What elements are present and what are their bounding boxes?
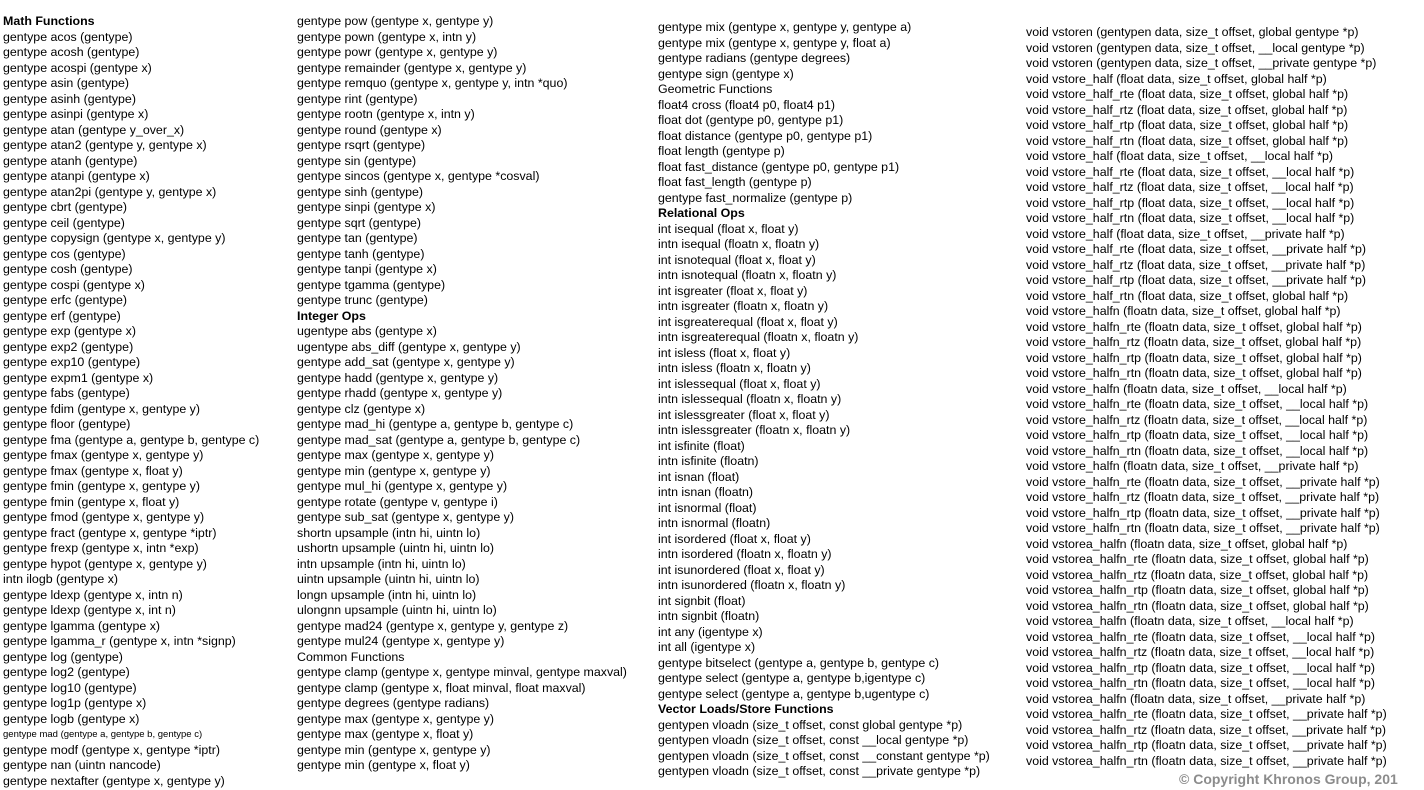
function-signature: gentype cosh (gentype) (3, 262, 133, 276)
function-signature: gentype fabs (gentype) (3, 386, 130, 400)
function-signature: int isnotequal (float x, float y) (658, 252, 816, 267)
function-signature: gentype atanh (gentype) (3, 153, 138, 168)
function-signature: float length (gentype p) (658, 144, 785, 158)
function-signature: gentype fmax (gentype x, float y) (3, 463, 183, 478)
function-signature: gentype acospi (gentype x) (3, 60, 152, 75)
function-signature: gentype expm1 (gentype x) (3, 370, 154, 385)
function-signature: void vstore_halfn_rtp (floatn data, size_t offset, __private half *p) (1026, 505, 1380, 520)
function-signature: gentype radians (gentype degrees) (658, 51, 851, 65)
function-signature: gentype fmod (gentype x, gentype y) (3, 510, 205, 524)
function-signature: gentype fmin (gentype x, float y) (3, 494, 180, 509)
function-signature: void vstorea_halfn_rtp (floatn data, size_t offset, global half *p) (1026, 583, 1369, 597)
function-signature: gentype tgamma (gentype) (297, 277, 446, 292)
function-signature: void vstore_halfn_rtz (floatn data, size_t offset, __local half *p) (1026, 412, 1368, 427)
function-signature: void vstoren (gentypen data, size_t offset, __private gentype *p) (1026, 56, 1377, 70)
function-signature: gentype pown (gentype x, intn y) (297, 29, 477, 44)
function-signature: void vstore_half_rtp (float data, size_t offset, __private half *p) (1026, 273, 1367, 287)
function-signature: gentype sign (gentype x) (658, 66, 794, 81)
function-signature: void vstore_half_rte (float data, size_t offset, global half *p) (1026, 87, 1349, 101)
function-signature: gentype trunc (gentype) (297, 293, 428, 307)
function-signature: gentype mad_sat (gentype a, gentype b, gentype c) (297, 432, 581, 447)
function-signature: intn isnotequal (floatn x, floatn y) (658, 268, 837, 282)
function-signature: gentypen vloadn (size_t offset, const __constant gentype *p) (658, 748, 990, 763)
function-signature: void vstore_half (float data, size_t offset, global half *p) (1026, 71, 1327, 86)
function-signature: gentype mad24 (gentype x, gentype y, gentype z) (297, 618, 569, 633)
function-signature: gentype rootn (gentype x, intn y) (297, 107, 475, 121)
function-signature: ugentype abs (gentype x) (297, 324, 437, 338)
function-signature: void vstore_half_rtp (float data, size_t offset, global half *p) (1026, 118, 1349, 132)
function-signature: int signbit (float) (658, 593, 746, 608)
function-signature: void vstore_halfn_rtn (floatn data, size_t offset, global half *p) (1026, 366, 1362, 380)
function-signature: gentype lgamma (gentype x) (3, 618, 161, 633)
function-signature: gentype rotate (gentype v, gentype i) (297, 494, 498, 509)
function-signature: longn upsample (intn hi, uintn lo) (297, 587, 477, 602)
function-signature: void vstorea_halfn_rtp (floatn data, size_t offset, __local half *p) (1026, 660, 1375, 675)
function-signature: gentype remainder (gentype x, gentype y) (297, 60, 527, 75)
function-signature: void vstore_half_rtz (float data, size_t offset, __local half *p) (1026, 180, 1354, 194)
function-signature: gentype powr (gentype x, gentype y) (297, 45, 498, 59)
function-signature: gentype pow (gentype x, gentype y) (297, 14, 494, 28)
function-signature: void vstore_halfn (floatn data, size_t offset, __local half *p) (1026, 381, 1347, 396)
function-signature: gentype asin (gentype) (3, 76, 130, 90)
function-signature: gentype frexp (gentype x, intn *exp) (3, 541, 199, 555)
function-signature: gentype log1p (gentype x) (3, 696, 147, 710)
function-signature: intn islessequal (floatn x, floatn y) (658, 392, 842, 406)
function-signature: gentype sinh (gentype) (297, 184, 424, 199)
function-signature: int isordered (float x, float y) (658, 531, 811, 546)
function-signature: gentype hadd (gentype x, gentype y) (297, 370, 499, 385)
function-signature: gentype lgamma_r (gentype x, intn *signp) (3, 634, 236, 648)
function-signature: uintn upsample (uintn hi, uintn lo) (297, 572, 480, 586)
column-4 (1026, 25, 1387, 769)
function-signature: void vstore_half_rtp (float data, size_t offset, __local half *p) (1026, 195, 1355, 210)
function-signature: gentype min (gentype x, gentype y) (297, 463, 491, 478)
function-signature: gentype logb (gentype x) (3, 711, 140, 726)
function-signature: void vstore_half_rtz (float data, size_t offset, __private half *p) (1026, 257, 1366, 272)
function-signature: void vstore_half (float data, size_t offset, __local half *p) (1026, 149, 1333, 163)
function-signature: gentype ceil (gentype) (3, 215, 125, 230)
function-signature: gentype bitselect (gentype a, gentype b, gentype c) (658, 655, 940, 670)
function-signature: float fast_length (gentype p) (658, 175, 812, 189)
function-signature: void vstore_half_rtn (float data, size_t offset, global half *p) (1026, 288, 1349, 303)
function-signature: void vstore_half (float data, size_t offset, __private half *p) (1026, 226, 1345, 241)
function-signature: void vstore_half_rtz (float data, size_t offset, global half *p) (1026, 102, 1348, 117)
function-signature: int isgreater (float x, float y) (658, 283, 808, 298)
function-signature: gentype clamp (gentype x, float minval, float maxval) (297, 680, 586, 695)
function-signature: intn ilogb (gentype x) (3, 572, 119, 586)
function-signature: gentype modf (gentype x, gentype *iptr) (3, 742, 220, 757)
function-signature: gentype log (gentype) (3, 649, 123, 664)
function-signature: gentype rint (gentype) (297, 91, 418, 106)
function-signature: float fast_distance (gentype p0, gentype p1) (658, 159, 900, 174)
function-signature: int any (igentype x) (658, 624, 763, 639)
function-signature: gentype round (gentype x) (297, 122, 442, 137)
section-heading: Relational Ops (658, 206, 745, 220)
function-signature: void vstorea_halfn_rtn (floatn data, size_t offset, __private half *p) (1026, 753, 1387, 768)
function-signature: gentype erfc (gentype) (3, 293, 127, 307)
function-signature: gentype exp2 (gentype) (3, 339, 134, 354)
function-signature: gentype clz (gentype x) (297, 401, 426, 416)
function-signature: void vstorea_halfn (floatn data, size_t offset, global half *p) (1026, 536, 1348, 551)
function-signature: gentype mix (gentype x, gentype y, float a) (658, 35, 891, 50)
function-signature: void vstorea_halfn_rtz (floatn data, size_t offset, __local half *p) (1026, 645, 1375, 659)
function-signature: int isequal (float x, float y) (658, 221, 799, 236)
function-signature: gentype rhadd (gentype x, gentype y) (297, 386, 503, 400)
function-signature: gentype erf (gentype) (3, 308, 121, 323)
function-signature: gentype fdim (gentype x, gentype y) (3, 401, 200, 416)
function-signature: gentype cbrt (gentype) (3, 200, 127, 214)
function-signature: float dot (gentype p0, gentype p1) (658, 113, 844, 127)
function-signature: ugentype abs_diff (gentype x, gentype y) (297, 339, 521, 354)
function-signature: gentype tan (gentype) (297, 231, 418, 245)
function-signature: gentype floor (gentype) (3, 417, 131, 431)
function-signature: gentype ldexp (gentype x, intn n) (3, 587, 183, 602)
function-signature: void vstorea_halfn_rtn (floatn data, size_t offset, global half *p) (1026, 598, 1369, 613)
function-signature: gentype max (gentype x, gentype y) (297, 448, 494, 462)
function-signature: gentype degrees (gentype radians) (297, 696, 490, 710)
function-signature: gentype atan2pi (gentype y, gentype x) (3, 184, 217, 199)
function-signature: gentype add_sat (gentype x, gentype y) (297, 355, 515, 369)
function-signature: gentype acosh (gentype) (3, 45, 140, 59)
function-signature: gentype exp (gentype x) (3, 324, 136, 338)
function-signature: void vstore_half_rte (float data, size_t offset, __private half *p) (1026, 242, 1367, 256)
function-signature: gentype min (gentype x, gentype y) (297, 742, 491, 757)
function-signature: int islessgreater (float x, float y) (658, 407, 830, 422)
function-signature: gentype exp10 (gentype) (3, 355, 141, 369)
function-signature: intn isnormal (floatn) (658, 516, 771, 530)
function-signature: gentype atan2 (gentype y, gentype x) (3, 138, 207, 152)
function-signature: gentype hypot (gentype x, gentype y) (3, 556, 207, 571)
function-signature: void vstore_halfn_rtz (floatn data, size_t offset, __private half *p) (1026, 490, 1380, 504)
function-signature: int islessequal (float x, float y) (658, 376, 821, 391)
function-signature: gentype nan (uintn nancode) (3, 758, 161, 772)
function-signature: gentype cospi (gentype x) (3, 277, 145, 292)
function-signature: gentype log2 (gentype) (3, 665, 130, 679)
column-3 (658, 20, 990, 780)
section-heading: Vector Loads/Store Functions (658, 702, 834, 716)
function-signature: gentype max (gentype x, gentype y) (297, 711, 494, 726)
function-signature: intn isequal (floatn x, floatn y) (658, 237, 820, 251)
function-signature: gentype min (gentype x, float y) (297, 758, 470, 772)
function-signature: gentype mix (gentype x, gentype y, gentype a) (658, 20, 912, 34)
copyright-notice: © Copyright Khronos Group, 201 (1179, 771, 1398, 787)
function-signature: intn isordered (floatn x, floatn y) (658, 547, 832, 561)
function-signature: gentype clamp (gentype x, gentype minval, gentype maxval) (297, 665, 627, 679)
function-signature: intn isgreaterequal (floatn x, floatn y) (658, 330, 859, 344)
function-signature: Geometric Functions (658, 82, 773, 96)
function-signature: void vstorea_halfn_rte (floatn data, size_t offset, __local half *p) (1026, 629, 1375, 644)
function-signature: int all (igentype x) (658, 640, 756, 654)
function-signature: void vstorea_halfn_rtz (floatn data, size_t offset, __private half *p) (1026, 722, 1386, 737)
function-signature: int isfinite (float) (658, 438, 745, 453)
function-signature: gentype mul24 (gentype x, gentype y) (297, 634, 505, 648)
function-signature: int isless (float x, float y) (658, 345, 791, 360)
function-signature: void vstoren (gentypen data, size_t offset, __local gentype *p) (1026, 40, 1365, 55)
function-signature: float4 cross (float4 p0, float4 p1) (658, 97, 836, 112)
function-signature: shortn upsample (intn hi, uintn lo) (297, 525, 481, 540)
function-signature: void vstore_halfn (floatn data, size_t offset, __private half *p) (1026, 459, 1359, 473)
function-signature: void vstore_half_rtn (float data, size_t offset, __local half *p) (1026, 211, 1355, 225)
section-heading: Integer Ops (297, 308, 366, 323)
function-signature: void vstore_halfn_rtp (floatn data, size_t offset, global half *p) (1026, 350, 1362, 365)
function-signature: void vstorea_halfn (floatn data, size_t offset, __local half *p) (1026, 614, 1354, 628)
function-signature: gentype fmax (gentype x, gentype y) (3, 448, 204, 462)
function-signature: gentypen vloadn (size_t offset, const __local gentype *p) (658, 733, 969, 747)
function-signature: gentype acos (gentype) (3, 29, 133, 44)
function-signature: void vstorea_halfn_rte (floatn data, size_t offset, __private half *p) (1026, 707, 1387, 721)
function-signature: gentype nextafter (gentype x, gentype y) (3, 773, 225, 788)
function-signature: int isnan (float) (658, 469, 740, 484)
function-signature: int isunordered (float x, float y) (658, 562, 825, 577)
function-signature: gentype tanh (gentype) (297, 246, 425, 261)
function-signature: gentypen vloadn (size_t offset, const __private gentype *p) (658, 764, 981, 778)
function-signature: intn islessgreater (floatn x, floatn y) (658, 423, 851, 437)
function-signature: void vstore_halfn_rtp (floatn data, size_t offset, __local half *p) (1026, 428, 1369, 442)
function-signature: gentype asinpi (gentype x) (3, 107, 149, 121)
function-signature: float distance (gentype p0, gentype p1) (658, 128, 873, 143)
function-signature: Common Functions (297, 649, 405, 664)
function-signature: gentype atan (gentype y_over_x) (3, 122, 185, 137)
function-signature: gentype sincos (gentype x, gentype *cosval) (297, 169, 540, 183)
function-signature: void vstorea_halfn (floatn data, size_t offset, __private half *p) (1026, 691, 1366, 706)
function-signature: void vstoren (gentypen data, size_t offset, global gentype *p) (1026, 25, 1359, 39)
function-signature: intn isfinite (floatn) (658, 454, 759, 468)
function-signature: void vstorea_halfn_rtz (floatn data, size_t offset, global half *p) (1026, 567, 1369, 582)
function-signature: intn isnan (floatn) (658, 485, 754, 499)
function-signature: gentypen vloadn (size_t offset, const global gentype *p) (658, 717, 963, 732)
function-signature: intn upsample (intn hi, uintn lo) (297, 556, 466, 571)
function-signature: intn isunordered (floatn x, floatn y) (658, 578, 846, 592)
function-signature: gentype max (gentype x, float y) (297, 727, 474, 741)
function-signature: void vstore_halfn_rtn (floatn data, size_t offset, __local half *p) (1026, 443, 1369, 458)
function-signature: int isgreaterequal (float x, float y) (658, 314, 838, 329)
function-signature: gentype mad (gentype a, gentype b, gentype c) (3, 729, 203, 740)
function-signature: gentype rsqrt (gentype) (297, 138, 426, 152)
function-signature: gentype fmin (gentype x, gentype y) (3, 479, 200, 493)
function-signature: gentype asinh (gentype) (3, 91, 136, 106)
function-signature: void vstorea_halfn_rtp (floatn data, size_t offset, __private half *p) (1026, 738, 1387, 752)
function-signature: gentype log10 (gentype) (3, 680, 137, 695)
function-signature: gentype sqrt (gentype) (297, 215, 421, 230)
function-signature: void vstore_halfn_rte (floatn data, size_t offset, global half *p) (1026, 319, 1362, 334)
function-signature: gentype tanpi (gentype x) (297, 262, 437, 276)
function-signature: intn isgreater (floatn x, floatn y) (658, 299, 829, 313)
function-signature: gentype fast_normalize (gentype p) (658, 190, 853, 205)
function-signature: intn signbit (floatn) (658, 609, 760, 623)
function-signature: void vstore_half_rtn (float data, size_t offset, global half *p) (1026, 133, 1349, 148)
function-signature: int isnormal (float) (658, 500, 757, 515)
function-signature: void vstore_half_rte (float data, size_t offset, __local half *p) (1026, 164, 1355, 179)
function-signature: gentype fma (gentype a, gentype b, gentype c) (3, 432, 260, 447)
function-signature: gentype copysign (gentype x, gentype y) (3, 231, 226, 245)
column-2 (297, 14, 627, 774)
function-signature: gentype sinpi (gentype x) (297, 200, 436, 214)
function-signature: void vstore_halfn_rte (floatn data, size_t offset, __private half *p) (1026, 474, 1380, 489)
function-signature: void vstorea_halfn_rte (floatn data, size_t offset, global half *p) (1026, 552, 1369, 566)
function-signature: gentype mad_hi (gentype a, gentype b, gentype c) (297, 417, 574, 431)
function-signature: ushortn upsample (uintn hi, uintn lo) (297, 541, 494, 555)
function-signature: gentype ldexp (gentype x, int n) (3, 603, 176, 617)
function-signature: gentype select (gentype a, gentype b,ugentype c) (658, 686, 930, 701)
function-signature: intn isless (floatn x, floatn y) (658, 361, 811, 375)
function-signature: void vstore_halfn_rtz (floatn data, size_t offset, global half *p) (1026, 335, 1362, 349)
function-signature: void vstorea_halfn_rtn (floatn data, size_t offset, __local half *p) (1026, 676, 1375, 690)
function-signature: gentype sub_sat (gentype x, gentype y) (297, 510, 514, 524)
function-signature: gentype mul_hi (gentype x, gentype y) (297, 479, 508, 493)
function-signature: void vstore_halfn (floatn data, size_t offset, global half *p) (1026, 304, 1341, 318)
function-signature: gentype sin (gentype) (297, 153, 417, 168)
column-1 (3, 14, 259, 789)
function-signature: gentype select (gentype a, gentype b,igentype c) (658, 671, 926, 685)
function-signature: void vstore_halfn_rtn (floatn data, size_t offset, __private half *p) (1026, 521, 1380, 535)
function-signature: gentype cos (gentype) (3, 246, 126, 261)
function-signature: gentype fract (gentype x, gentype *iptr) (3, 525, 217, 540)
function-signature: void vstore_halfn_rte (floatn data, size_t offset, __local half *p) (1026, 397, 1369, 411)
function-signature: gentype remquo (gentype x, gentype y, intn *quo) (297, 76, 568, 90)
section-heading: Math Functions (3, 14, 95, 28)
function-signature: ulongnn upsample (uintn hi, uintn lo) (297, 603, 497, 617)
function-signature: gentype atanpi (gentype x) (3, 169, 150, 183)
